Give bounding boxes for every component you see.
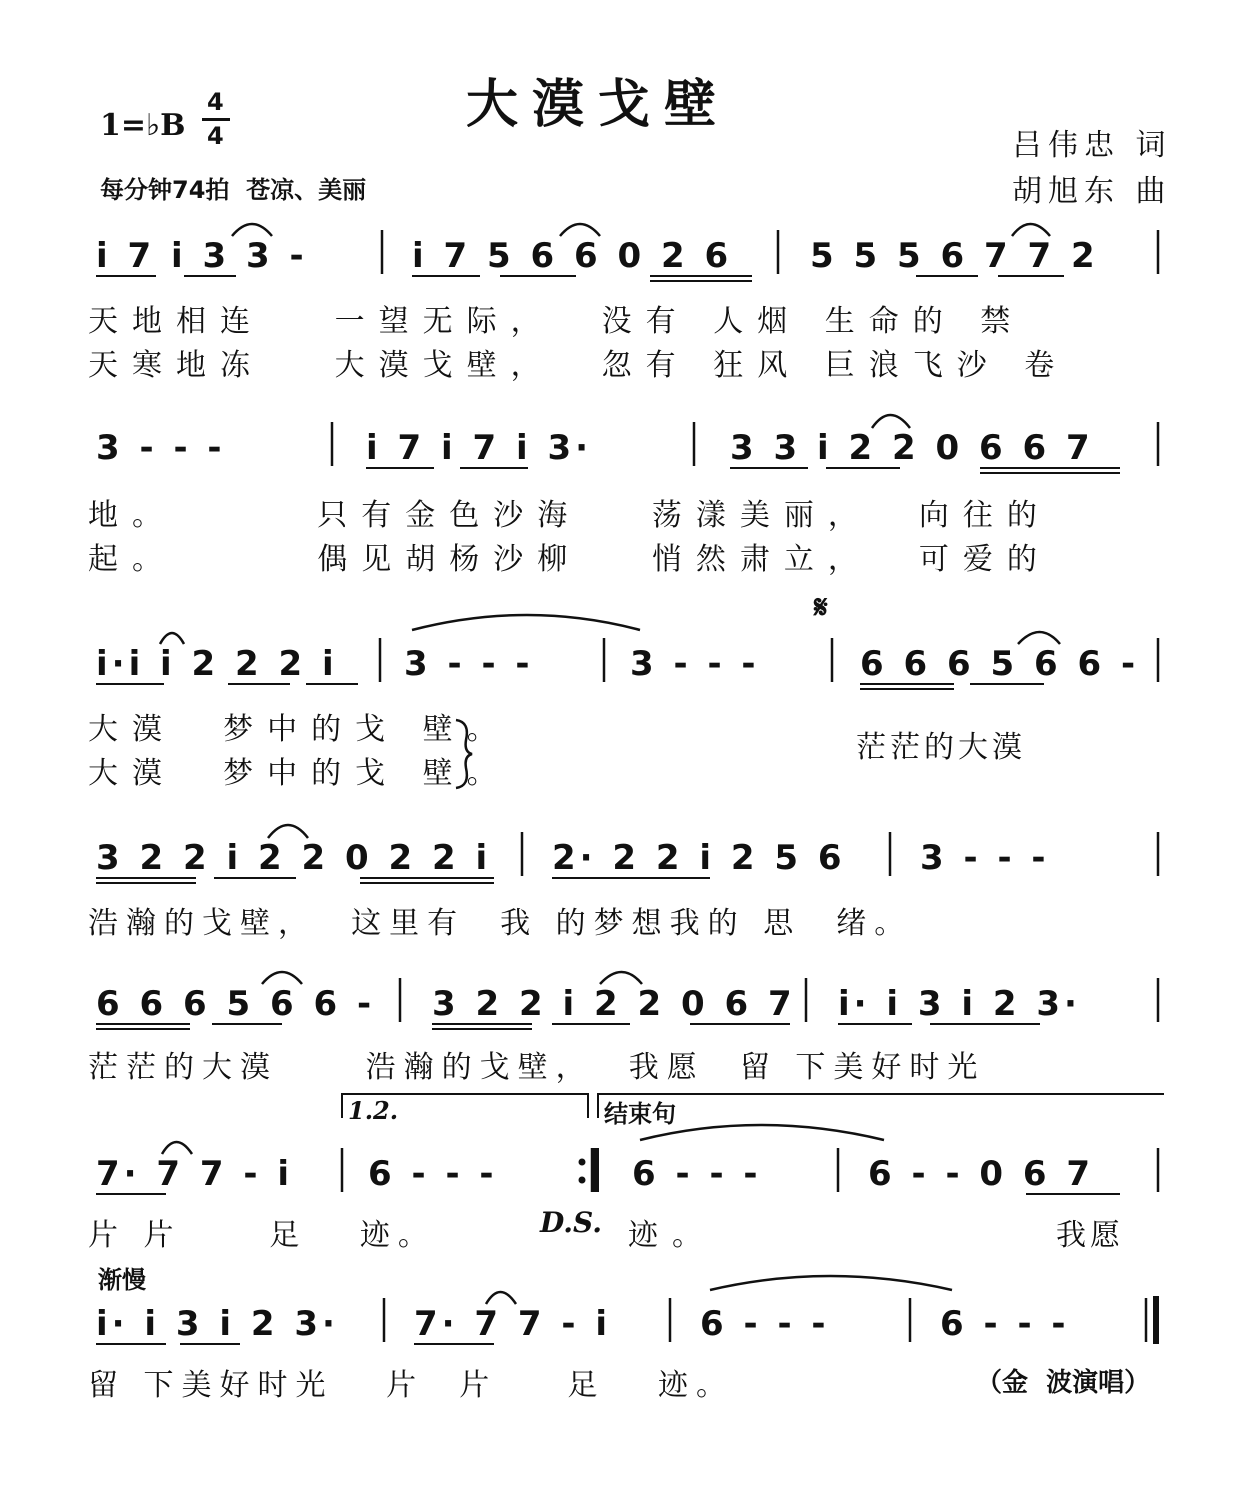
notes-measure-15: 3 2 2 i 2 2 0 6 7 (432, 984, 796, 1024)
notes-measure-14: 6 6 6 5 6 6 - (96, 984, 376, 1024)
time-signature-top: 4 (207, 88, 224, 116)
notes-measure-8: 3 - - - (404, 644, 534, 684)
lyric-line: 浩瀚的戈壁， 这里有 我 的梦想我的 思 绪。 (88, 906, 913, 941)
notes-measure-20: 6 - - 0 6 7 (868, 1154, 1095, 1194)
lyric-line: 留 下美好时光 片 片 足 迹。 (88, 1368, 734, 1403)
key-signature: 1=♭B (100, 108, 186, 143)
time-signature-bottom: 4 (207, 122, 224, 150)
lyric-line: 大漠 梦中的戈 壁。 (88, 756, 511, 791)
composer-credit: 胡旭东 曲 (1012, 174, 1172, 209)
notes-measure-6: 3 3 i 2 2 0 6 6 7 (730, 428, 1094, 468)
notes-measure-16: i· i 3 i 2 3· (838, 984, 1081, 1024)
notes-measure-24: 6 - - - (940, 1304, 1070, 1344)
lyric-line: 茫茫的大漠 浩瀚的戈壁， 我愿 留 下美好时光 (88, 1050, 986, 1085)
volta-2-label: 结束句 (604, 1100, 676, 1128)
notes-measure-19: 6 - - - (632, 1154, 762, 1194)
ritardando-marking: 渐慢 (98, 1266, 146, 1294)
song-title: 大漠戈壁 (466, 75, 731, 135)
lyric-line: 迹。 (628, 1218, 716, 1253)
lyric-line: 片 片 足 迹。 (88, 1218, 436, 1253)
lyric-line: 大漠 梦中的戈 壁。 (88, 712, 511, 747)
notes-measure-21: i· i 3 i 2 3· (96, 1304, 339, 1344)
notes-measure-3: 5 5 5 6 7 7 2 (810, 236, 1099, 276)
lyric-line: 地。 只有金色沙海 荡漾美丽， 向往的 (88, 498, 1051, 533)
notes-measure-2: i 7 5 6 6 0 2 6 (412, 236, 733, 276)
notes-measure-22: 7· 7 7 - i (414, 1304, 612, 1344)
notes-measure-17: 7· 7 7 - i (96, 1154, 294, 1194)
side-lyric: 茫茫的大漠 (856, 730, 1026, 765)
dal-segno-marking: D.S. (540, 1206, 603, 1239)
notes-measure-9: 3 - - - (630, 644, 760, 684)
lyricist-credit: 吕伟忠 词 (1012, 128, 1172, 163)
segno-sign: 𝄋 (814, 588, 828, 626)
lyric-line: 天地相连 一望无际， 没有 人烟 生命的 禁 (88, 304, 1025, 339)
notes-measure-11: 3 2 2 i 2 2 0 2 2 i (96, 838, 492, 878)
tempo-marking: 每分钟74拍 苍凉、美丽 (100, 176, 367, 204)
notes-measure-18: 6 - - - (368, 1154, 498, 1194)
notes-measure-12: 2· 2 2 i 2 5 6 (552, 838, 846, 878)
notes-measure-13: 3 - - - (920, 838, 1050, 878)
notes-measure-1: i 7 i 3 3 - (96, 236, 308, 276)
notes-measure-23: 6 - - - (700, 1304, 830, 1344)
volta-1-label: 1.2. (348, 1096, 399, 1125)
notes-measure-7: i·i i 2 2 2 i (96, 644, 338, 684)
lyric-line: 天寒地冻 大漠戈壁， 忽有 狂风 巨浪飞沙 卷 (88, 348, 1069, 383)
notes-measure-5: i 7 i 7 i 3· (366, 428, 593, 468)
notes-measure-4: 3 - - - (96, 428, 226, 468)
lyric-line: 起。 偶见胡杨沙柳 悄然肃立， 可爱的 (88, 542, 1051, 577)
notes-measure-10: 6 6 6 5 6 6 - (860, 644, 1140, 684)
performer-credit: （金 波演唱） (976, 1368, 1151, 1398)
lyric-line: 我愿 (1056, 1218, 1124, 1253)
